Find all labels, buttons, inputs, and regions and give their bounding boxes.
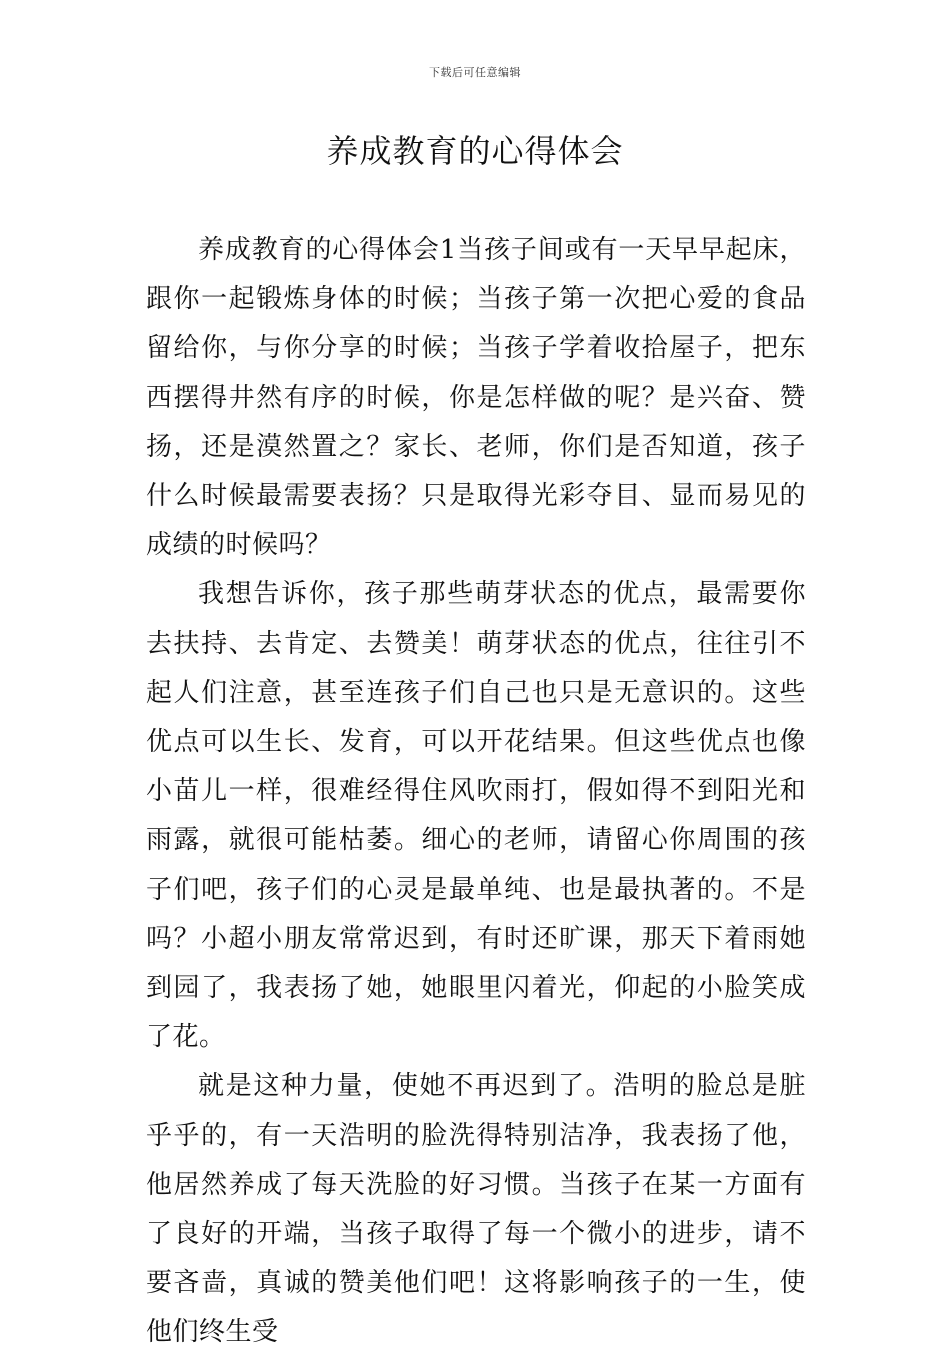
paragraph-2: 我想告诉你，孩子那些萌芽状态的优点，最需要你去扶持、去肯定、去赞美！萌芽状态的优点，往往引不起人们注意，甚至连孩子们自己也只是无意识的。这些优点可以生长、发育，可以开花结果。但这些优点也像小苗儿一样，很难经得住风吹雨打，假如得不到阳光和雨露，就很可能枯萎。细心的老师，请留心你周围的孩子们吧，孩子们的心灵是最单纯、也是最执著的。不是吗？小超小朋友常常迟到，有时还旷课，那天下着雨她到园了，我表扬了她，她眼里闪着光，仰起的小脸笑成了花。: [146, 579, 806, 1053]
paragraph-3: 就是这种力量，使她不再迟到了。浩明的脸总是脏乎乎的，有一天浩明的脸洗得特别洁净，我表扬了他，他居然养成了每天洗脸的好习惯。当孩子在某一方面有了良好的开端，当孩子取得了每一个微小的进步，请不要吝啬，真诚的赞美他们吧！这将影响孩子的一生，使他们终生受: [146, 1071, 806, 1348]
document-title: 养成教育的心得体会: [326, 132, 624, 170]
document-body: [146, 226, 806, 1358]
paragraph-1: 养成教育的心得体会1当孩子间或有一天早早起床，跟你一起锻炼身体的时候；当孩子第一次把心爱的食品留给你，与你分享的时候；当孩子学着收拾屋子，把东西摆得井然有序的时候，你是怎样做的呢？是兴奋、赞扬，还是漠然置之？家长、老师，你们是否知道，孩子什么时候最需要表扬？只是取得光彩夺目、显而易见的成绩的时候吗？: [146, 235, 806, 561]
header-note: 下载后可任意编辑: [429, 66, 521, 79]
